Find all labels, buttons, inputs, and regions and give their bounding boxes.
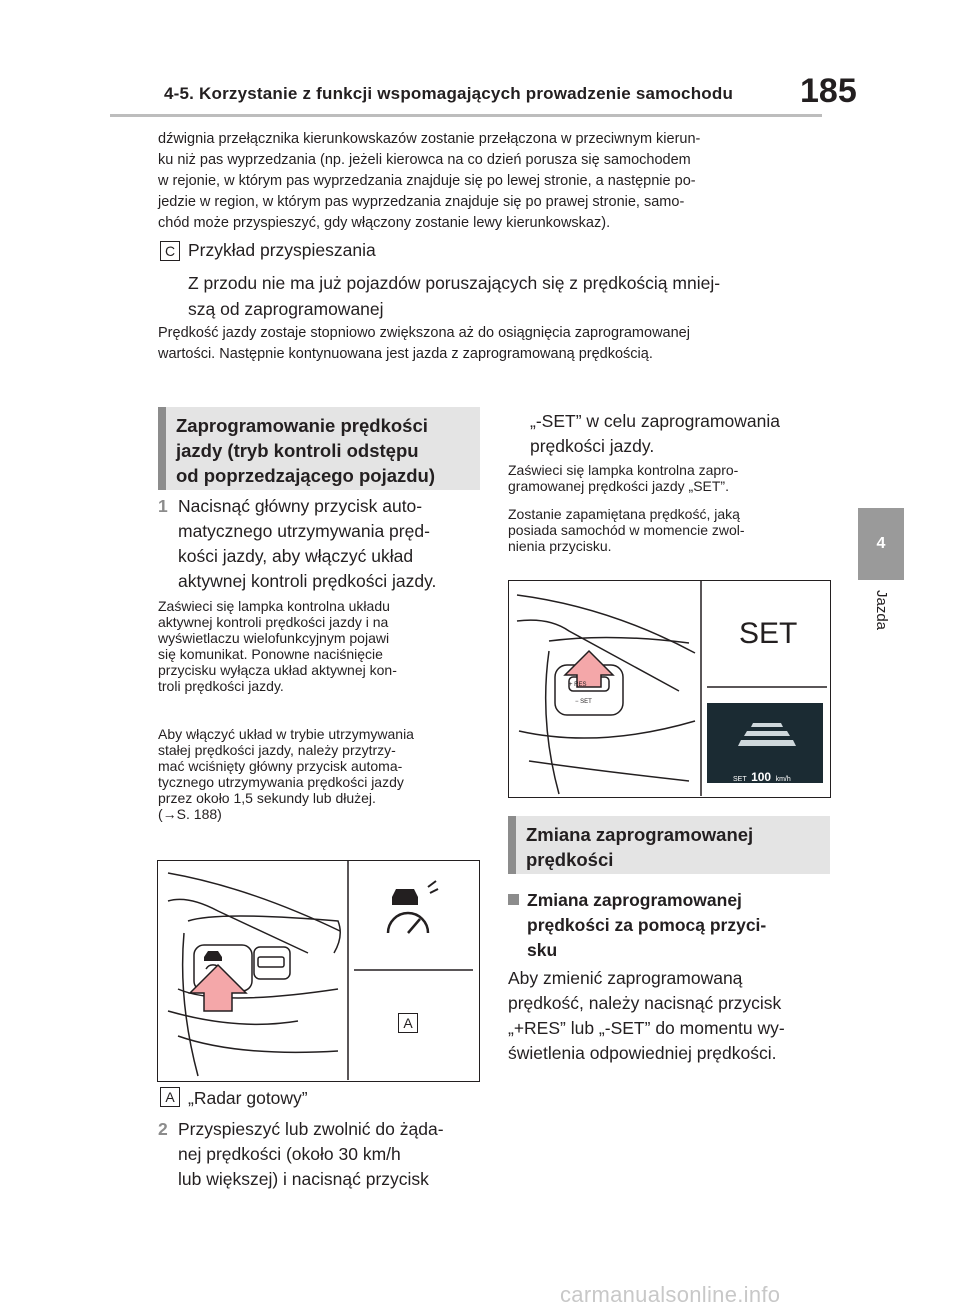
- step-1-number: 1: [158, 496, 168, 516]
- note-line: Zaświeci się lampka kontrolna układu: [158, 598, 390, 614]
- body-line: prędkość, należy nacisnąć przycisk: [508, 993, 782, 1013]
- note-line: Zaświeci się lampka kontrolna zapro-: [508, 462, 739, 478]
- caption-radar-ready: „Radar gotowy”: [188, 1088, 308, 1108]
- section-heading-line: jazdy (tryb kontroli odstępu: [176, 440, 419, 461]
- set-note-1: [508, 462, 833, 494]
- figure-radar-ready: [157, 860, 480, 1082]
- steering-switch-illustration: [509, 581, 829, 796]
- step-2-number: 2: [158, 1119, 168, 1139]
- note-line: mać wciśnięty główny przycisk automa-: [158, 758, 403, 774]
- subheading-line: sku: [527, 940, 558, 960]
- step-1-note-1: [158, 598, 483, 694]
- note-line: aktywnej kontroli prędkości jazdy i na: [158, 614, 389, 630]
- note-line: Aby włączyć układ w trybie utrzymywania: [158, 726, 414, 742]
- meter-speed-readout: [733, 768, 791, 786]
- example-note-line: wartości. Następnie kontynuowana jest jazda z zaprogramowaną prędkością.: [158, 346, 653, 362]
- section-heading-line: Zaprogramowanie prędkości: [176, 415, 428, 436]
- note-line: nienia przycisku.: [508, 538, 612, 554]
- chapter-tab-label-text: Jazda: [873, 590, 890, 631]
- example-body-line: Z przodu nie ma już pojazdów poruszających się z prędkością mniej-: [188, 273, 721, 293]
- section-heading-change-speed: [508, 816, 830, 874]
- header-divider: [110, 114, 822, 117]
- note-line: się komunikat. Ponowne naciśnięcie: [158, 646, 383, 662]
- note-line: stałej prędkości jazdy, należy przytrzy-: [158, 742, 396, 758]
- change-speed-body: [508, 966, 838, 1066]
- example-body-line: szą od zaprogramowanej: [188, 299, 384, 319]
- body-line: „+RES” lub „-SET” do momentu wy-: [508, 1018, 785, 1038]
- step-1-line: aktywnej kontroli prędkości jazdy.: [178, 571, 437, 591]
- page-number: 185: [800, 72, 857, 110]
- step-1: [158, 494, 488, 594]
- chapter-tab[interactable]: 4: [858, 508, 904, 580]
- example-note-line: Prędkość jazdy zostaje stopniowo zwiększona aż do osiągnięcia zaprogramowanej: [158, 325, 690, 341]
- caption-marker-a: A: [160, 1087, 180, 1107]
- intro-line: w rejonie, w którym pas wyprzedzania znajduje się po lewej stronie, a następnie po-: [158, 173, 696, 189]
- step-2-continued: [530, 409, 840, 459]
- intro-line: chód może przyspieszyć, gdy włączony zostanie lewy kierunkowskaz).: [158, 215, 611, 231]
- note-line: posiada samochód w momencie zwol-: [508, 522, 745, 538]
- example-body: [188, 270, 808, 322]
- bullet-square-icon: [508, 894, 519, 905]
- subheading-line: prędkości za pomocą przyci-: [527, 915, 767, 935]
- watermark: carmanualsonline.info: [560, 1282, 781, 1307]
- example-title: Przykład przyspieszania: [188, 240, 376, 260]
- set-note-2: [508, 506, 833, 554]
- chapter-title: 4-5. Korzystanie z funkcji wspomagających prowadzenie samochodu: [164, 84, 734, 103]
- meter-set-label: SET: [733, 776, 747, 783]
- steering-wheel-illustration: [158, 861, 478, 1080]
- meter-speed-unit: km/h: [775, 776, 791, 783]
- note-line: gramowanej prędkości jazdy „SET”.: [508, 478, 729, 494]
- note-line: (→S. 188): [158, 806, 222, 822]
- step-2-cont-line: prędkości jazdy.: [530, 436, 655, 456]
- meter-speed-value: 100: [751, 770, 772, 784]
- step-2-line: nej prędkości (około 30 km/h: [178, 1144, 401, 1164]
- press-arrow-icon: [190, 965, 246, 1011]
- section-heading-set-speed: [158, 407, 480, 490]
- note-line: tycznego utrzymywania prędkości jazdy: [158, 774, 404, 790]
- step-2-line: Przyspieszyć lub zwolnić do żąda-: [178, 1119, 444, 1139]
- subheading-change-by-button: [508, 888, 828, 963]
- figure-set-speed: [508, 580, 831, 798]
- note-line: Zostanie zapamiętana prędkość, jaką: [508, 506, 740, 522]
- section-heading-line: prędkości: [526, 849, 614, 870]
- example-note: [158, 323, 828, 365]
- subheading-line: Zmiana zaprogramowanej: [527, 890, 742, 910]
- note-line: przycisku wyłącza układ aktywnej kon-: [158, 662, 397, 678]
- step-1-line: Nacisnąć główny przycisk auto-: [178, 496, 423, 516]
- section-heading-line: od poprzedzającego pojazdu): [176, 465, 436, 486]
- intro-paragraph: [158, 129, 828, 234]
- intro-line: ku niż pas wyprzedzania (np. jeżeli kierowca na co dzień porusza się samochodem: [158, 152, 691, 168]
- chapter-tab-label: [858, 590, 904, 650]
- radar-cruise-icon: [388, 881, 438, 933]
- step-1-line: kości jazdy, aby włączyć układ: [178, 546, 414, 566]
- body-line: świetlenia odpowiedniej prędkości.: [508, 1043, 777, 1063]
- set-button-label: − SET: [575, 699, 592, 705]
- body-line: Aby zmienić zaprogramowaną: [508, 968, 743, 988]
- step-2-line: lub większej) i nacisnąć przycisk: [178, 1169, 429, 1189]
- figure-marker-a: A: [398, 1013, 418, 1033]
- note-line: przez około 1,5 sekundy lub dłużej.: [158, 790, 376, 806]
- note-line: wyświetlaczu wielofunkcyjnym pojawi: [158, 630, 390, 646]
- intro-line: dźwignia przełącznika kierunkowskazów zostanie przełączona w przeciwnym kierun-: [158, 131, 701, 147]
- example-marker-c: C: [160, 241, 180, 261]
- step-2-cont-line: „-SET” w celu zaprogramowania: [530, 411, 780, 431]
- intro-line: jedzie w region, w którym pas wyprzedzania znajduje się po prawej stronie, samo-: [158, 194, 685, 210]
- step-2: [158, 1117, 488, 1192]
- res-button-label: + RES: [569, 682, 587, 688]
- section-heading-line: Zmiana zaprogramowanej: [526, 824, 754, 845]
- step-1-line: matycznego utrzymywania pręd-: [178, 521, 430, 541]
- note-line: troli prędkości jazdy.: [158, 678, 284, 694]
- step-1-note-2: [158, 726, 483, 822]
- set-indicator-large: SET: [739, 617, 798, 650]
